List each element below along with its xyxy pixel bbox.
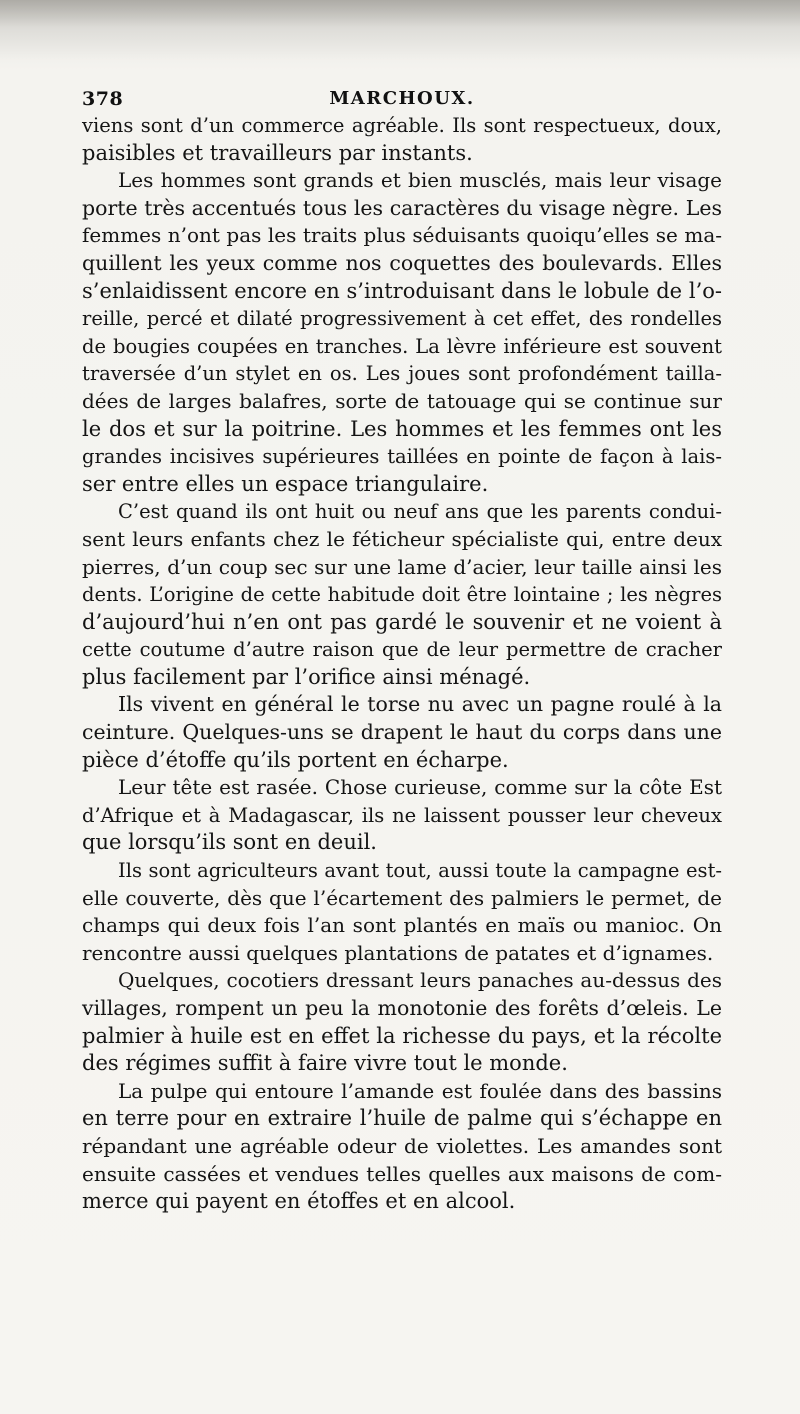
text-line: répandant une agréable odeur de violettes. Les amandes sont: [82, 1133, 722, 1158]
text-line: Les hommes sont grands et bien musclés, mais leur visage: [118, 168, 722, 193]
text-line: villages, rompent un peu la monotonie des forêts d’œleis. Le: [82, 996, 722, 1020]
text-line: femmes n’ont pas les traits plus séduisants quoiqu’elles se ma-: [82, 223, 722, 248]
text-line: d’Afrique et à Madagascar, ils ne laissent pousser leur cheveux: [82, 803, 722, 827]
text-line: des régimes suffit à faire vivre tout le monde.: [82, 1051, 568, 1076]
text-line: grandes incisives supérieures taillées en pointe de façon à lais-: [82, 445, 722, 469]
text-line: que lorsqu’ils sont en deuil.: [82, 830, 377, 855]
text-line: viens sont d’un commerce agréable. Ils sont respectueux, doux,: [82, 114, 722, 137]
running-head: MARCHOUX.: [329, 88, 475, 109]
page-number: 378: [82, 88, 124, 110]
text-line: ceinture. Quelques-uns se drapent le haut du corps dans une: [82, 720, 722, 745]
page-header: [82, 88, 722, 114]
text-line: cette coutume d’autre raison que de leur permettre de cracher: [82, 638, 722, 662]
text-line: Quelques, cocotiers dressant leurs panaches au-dessus des: [118, 968, 722, 993]
text-line: ensuite cassées et vendues telles quelles aux maisons de com-: [82, 1161, 722, 1186]
text-line: traversée d’un stylet en os. Les joues sont profondément tailla-: [82, 362, 722, 386]
text-line: palmier à huile est en effet la richesse du pays, et la récolte: [82, 1023, 722, 1048]
text-line: de bougies coupées en tranches. La lèvre inférieure est souvent: [82, 334, 722, 358]
text-line: pierres, d’un coup sec sur une lame d’acier, leur taille ainsi les: [82, 554, 722, 579]
text-line: le dos et sur la poitrine. Les hommes et les femmes ont les: [82, 416, 722, 441]
text-line: porte très accentués tous les caractères du visage nègre. Les: [82, 195, 722, 220]
body-text: [82, 112, 722, 1216]
text-line: ser entre elles un espace triangulaire.: [82, 471, 489, 496]
text-line: Ils vivent en général le torse nu avec un pagne roulé à la: [118, 692, 722, 717]
text-line: merce qui payent en étoffes et en alcool.: [82, 1189, 516, 1214]
text-line: plus facilement par l’orifice ainsi ménagé.: [82, 664, 531, 689]
text-line: C’est quand ils ont huit ou neuf ans que les parents condui-: [118, 500, 722, 524]
text-line: rencontre aussi quelques plantations de patates et d’ignames.: [82, 940, 714, 965]
text-line: d’aujourd’hui n’en ont pas gardé le souvenir et ne voient à: [82, 609, 722, 634]
text-line: pièce d’étoffe qu’ils portent en écharpe.: [82, 747, 509, 772]
text-line: champs qui deux fois l’an sont plantés en maïs ou manioc. On: [82, 913, 722, 938]
text-line: en terre pour en extraire l’huile de palme qui s’échappe en: [82, 1106, 722, 1131]
text-line: paisibles et travailleurs par instants.: [82, 140, 473, 165]
text-line: dents. L’origine de cette habitude doit être lointaine ; les nègres: [82, 583, 722, 607]
text-line: elle couverte, dès que l’écartement des palmiers le permet, de: [82, 885, 722, 910]
text-line: s’enlaidissent encore en s’introduisant dans le lobule de l’o-: [82, 278, 722, 303]
text-line: La pulpe qui entoure l’amande est foulée dans des bassins: [118, 1078, 722, 1103]
text-line: Leur tête est rasée. Chose curieuse, comme sur la côte Est: [118, 775, 722, 800]
text-line: Ils sont agriculteurs avant tout, aussi toute la campagne est-: [118, 859, 722, 883]
text-line: dées de larges balafres, sorte de tatouage qui se continue sur: [82, 388, 722, 413]
scan-shadow: [0, 0, 800, 60]
text-line: reille, percé et dilaté progressivement à cet effet, des rondelles: [82, 307, 722, 331]
text-line: quillent les yeux comme nos coquettes des boulevards. Elles: [82, 250, 722, 275]
text-line: sent leurs enfants chez le féticheur spécialiste qui, entre deux: [82, 526, 722, 551]
